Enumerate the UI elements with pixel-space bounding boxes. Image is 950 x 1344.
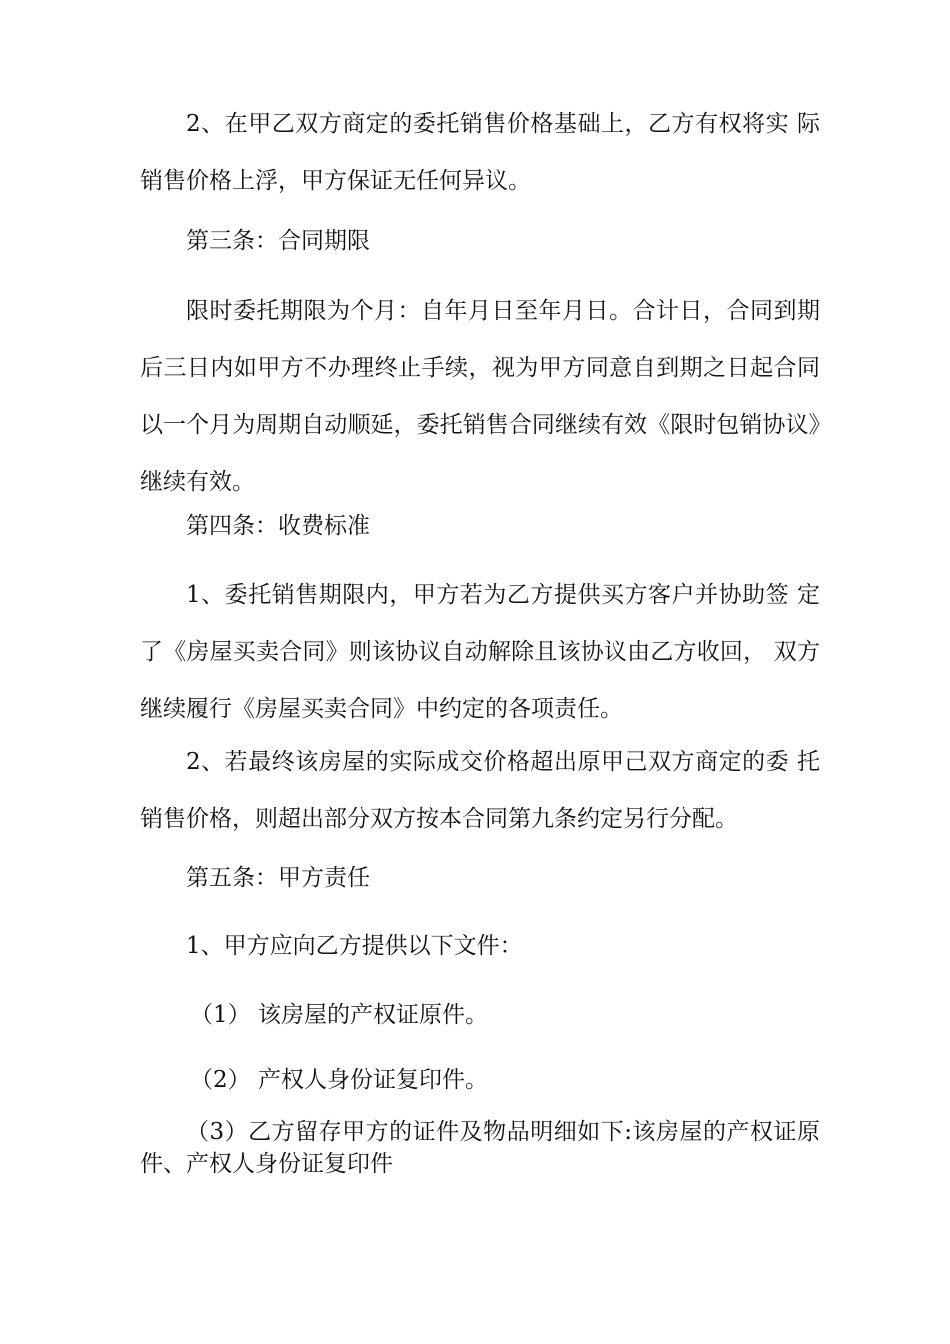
paragraph-fee-2: 2、若最终该房屋的实际成交价格超出原甲己双方商定的委 托销售价格，则超出部分双方按本合同第九条约定另行分配。 (140, 749, 820, 832)
paragraph-fee-1: 1、委托销售期限内，甲方若为乙方提供买方客户并协助签 定了《房屋买卖合同》则该协议自动解除且该协议由乙方收回， 双方继续履行《房屋买卖合同》中约定的各项责任。 (140, 582, 820, 722)
list-item-id-copy: （2） 产权人身份证复印件。 (190, 1067, 488, 1093)
paragraph-party-a-docs: 1、甲方应向乙方提供以下文件： (186, 933, 523, 959)
list-item-property-certificate: （1） 该房屋的产权证原件。 (190, 1002, 488, 1028)
heading-article-4: 第四条：收费标准 (186, 513, 370, 539)
paragraph-retained-items: （3）乙方留存甲方的证件及物品明细如下:该房屋的产权证原件、产权人身份证复印件 (140, 1119, 820, 1177)
heading-article-3: 第三条：合同期限 (186, 228, 370, 254)
heading-article-5: 第五条：甲方责任 (186, 865, 370, 891)
paragraph-contract-term: 限时委托期限为个月：自年月日至年月日。合计日，合同到期后三日内如甲方不办理终止手续，视为甲方同意自到期之日起合同以一个月为周期自动顺延，委托销售合同继续有效《限时包销协议》继续有效。 (140, 298, 820, 495)
paragraph-price-float: 2、在甲乙双方商定的委托销售价格基础上，乙方有权将实 际销售价格上浮，甲方保证无任何异议。 (140, 111, 820, 194)
